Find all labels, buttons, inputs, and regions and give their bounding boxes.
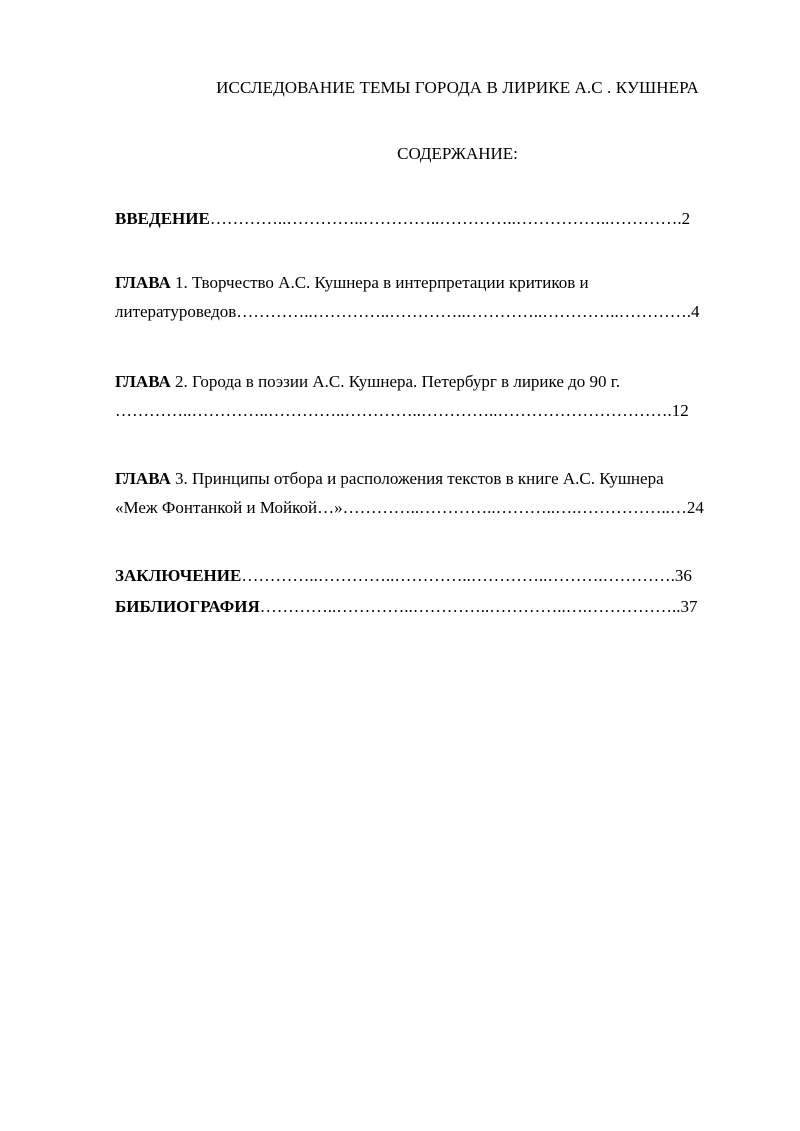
toc-entry-chapter-1 [115, 268, 743, 326]
toc-entry-label: БИБЛИОГРАФИЯ [115, 597, 260, 616]
toc-entry-chapter-3 [115, 464, 743, 522]
toc-entry-chapter-2 [115, 367, 743, 425]
toc-entry-title-line: 3. Принципы отбора и расположения текстов в книге А.С. Кушнера [170, 469, 664, 488]
toc-entry-leader-page: …………..…………..…………..…………..……………..………….2 [209, 209, 691, 228]
toc-entry-leader-page: литературоведов…………..…………..…………..…………..…………..………….4 [115, 302, 700, 321]
toc-entry-label: ЗАКЛЮЧЕНИЕ [115, 566, 242, 585]
toc-entry-label: ВВЕДЕНИЕ [115, 209, 210, 228]
toc-entry-title-line: 2. Города в поэзии А.С. Кушнера. Петербург в лирике до 90 г. [170, 372, 621, 391]
document-title: ИССЛЕДОВАНИЕ ТЕМЫ ГОРОДА В ЛИРИКЕ А.С . КУШНЕРА [216, 78, 699, 97]
toc-entry-conclusion [115, 561, 743, 590]
toc-entry-bibliography [115, 592, 743, 621]
toc-entry-label: ГЛАВА [115, 372, 171, 391]
toc-heading: СОДЕРЖАНИЕ: [397, 144, 518, 163]
toc-entry-leader-page: …………..…………..…………..…………..……….………….36 [241, 566, 692, 585]
toc-entry-leader-page: «Меж Фонтанкой и Мойкой…»…………..…………..………..….……………..…24 [115, 498, 704, 517]
toc-entry-leader-page: …………..…………..…………..…………..….……………..37 [259, 597, 698, 616]
toc-entry-title-line: 1. Творчество А.С. Кушнера в интерпретации критиков и [170, 273, 589, 292]
toc-entry-label: ГЛАВА [115, 273, 171, 292]
toc-entry-label: ГЛАВА [115, 469, 171, 488]
toc-entry-introduction [115, 204, 743, 233]
toc-entry-leader-page: …………..…………..…………..…………..…………..………………………….12 [115, 401, 689, 420]
